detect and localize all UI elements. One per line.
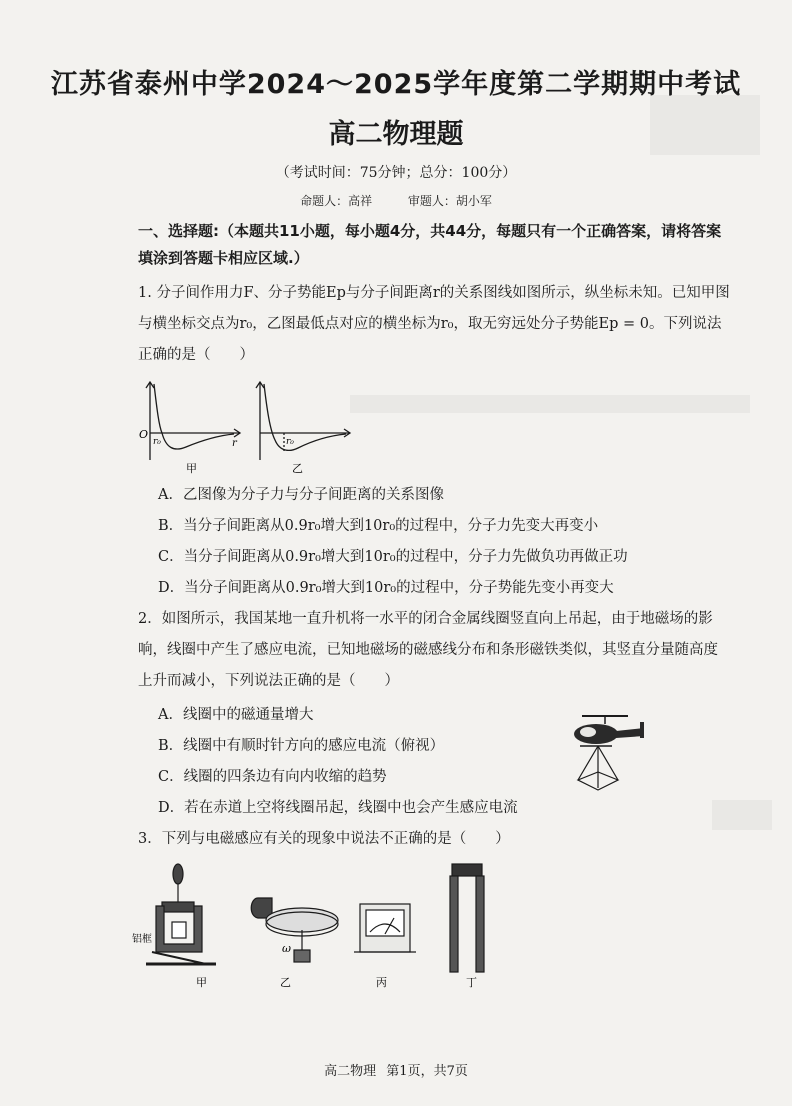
figure-bing-caption: 丙 — [376, 976, 387, 989]
figure-yi-disc — [251, 898, 338, 962]
figure-bing-meter — [354, 904, 416, 952]
question-3-stem: 3．下列与电磁感应有关的现象中说法不正确的是（ ） — [138, 831, 510, 847]
axis-label: r — [232, 438, 237, 449]
figure-ding-gate — [450, 864, 484, 972]
q1-option-a[interactable]: A．乙图像为分子力与分子间距离的关系图像 — [158, 487, 444, 503]
force-curve — [154, 384, 234, 449]
setter-label: 命题人：高祥 — [300, 194, 373, 208]
q2-option-d[interactable]: D．若在赤道上空将线圈吊起，线圈中也会产生感应电流 — [158, 800, 518, 816]
bleed-through-mark — [350, 395, 750, 413]
graph-yi-caption: 乙 — [292, 462, 303, 474]
figure-jia-magnet — [146, 864, 216, 964]
q1-option-d[interactable]: D．当分子间距离从0.9r₀增大到10r₀的过程中，分子势能先变小再变大 — [158, 580, 614, 596]
tail-boom — [616, 728, 644, 738]
figure-yi-caption: 乙 — [280, 976, 291, 989]
graph-jia-caption: 甲 — [186, 462, 197, 474]
q2-option-b[interactable]: B．线圈中有顺时针方向的感应电流（俯视） — [158, 738, 445, 754]
footer-page-number: 第1页，共7页 — [386, 1064, 468, 1079]
exam-title: 江苏省泰州中学2024～2025学年度第二学期期中考试 — [50, 69, 742, 100]
q2-option-a[interactable]: A．线圈中的磁通量增大 — [158, 707, 314, 723]
figure-jia-caption: 甲 — [196, 976, 207, 989]
question-2-stem: 2．如图所示，我国某地一直升机将一水平的闭合金属线圈竖直向上吊起，由于地磁场的影响，线圈中产生了感应电流，已知地磁场的磁感线分布和条形磁铁类似，其竖直分量随高度上升而减小，下列说法正确的是（ ） — [138, 611, 718, 689]
q1-option-c[interactable]: C．当分子间距离从0.9r₀增大到10r₀的过程中，分子力先做负功再做正功 — [158, 549, 628, 565]
r0-label: r₀ — [153, 437, 161, 447]
reviewer-label: 审题人：胡小军 — [407, 194, 492, 208]
footer-subject: 高二物理 — [324, 1064, 377, 1079]
exam-subtitle: 高二物理题 — [328, 119, 464, 150]
authors-line — [0, 192, 792, 209]
graph-yi — [256, 382, 350, 460]
figure-ding-caption: 丁 — [466, 976, 477, 989]
omega-label: ω — [282, 942, 291, 955]
r0-label: r₀ — [286, 437, 294, 447]
origin-label: O — [139, 428, 149, 441]
cockpit-window — [580, 727, 596, 737]
exam-info: （考试时间：75分钟；总分：100分） — [275, 165, 517, 181]
section-heading: 一、选择题:（本题共11小题，每小题4分，共44分，每题只有一个正确答案，请将答案填涂到答题卡相应区域.） — [138, 222, 722, 267]
hanging-coil — [578, 746, 618, 790]
graph-jia — [146, 382, 240, 460]
frame-label: 铝框 — [132, 934, 152, 945]
q1-option-b[interactable]: B．当分子间距离从0.9r₀增大到10r₀的过程中，分子力先变大再变小 — [158, 518, 599, 534]
q2-option-c[interactable]: C．线圈的四条边有向内收缩的趋势 — [158, 769, 387, 785]
page-footer — [0, 1060, 792, 1079]
helicopter-body — [574, 724, 618, 744]
tail-fin — [640, 722, 644, 738]
question-1-stem: 1. 分子间作用力F、分子势能Ep与分子间距离r的关系图线如图所示，纵坐标未知。已知甲图与横坐标交点为r₀，乙图最低点对应的横坐标为r₀，取无穷远处分子势能Ep = 0。下列说法正确的是（ ） — [138, 285, 730, 363]
potential-curve — [264, 384, 346, 450]
q1-figure — [136, 372, 256, 474]
q1-figure-2 — [250, 372, 370, 474]
helicopter-figure — [560, 708, 650, 798]
q3-figures — [132, 860, 502, 990]
